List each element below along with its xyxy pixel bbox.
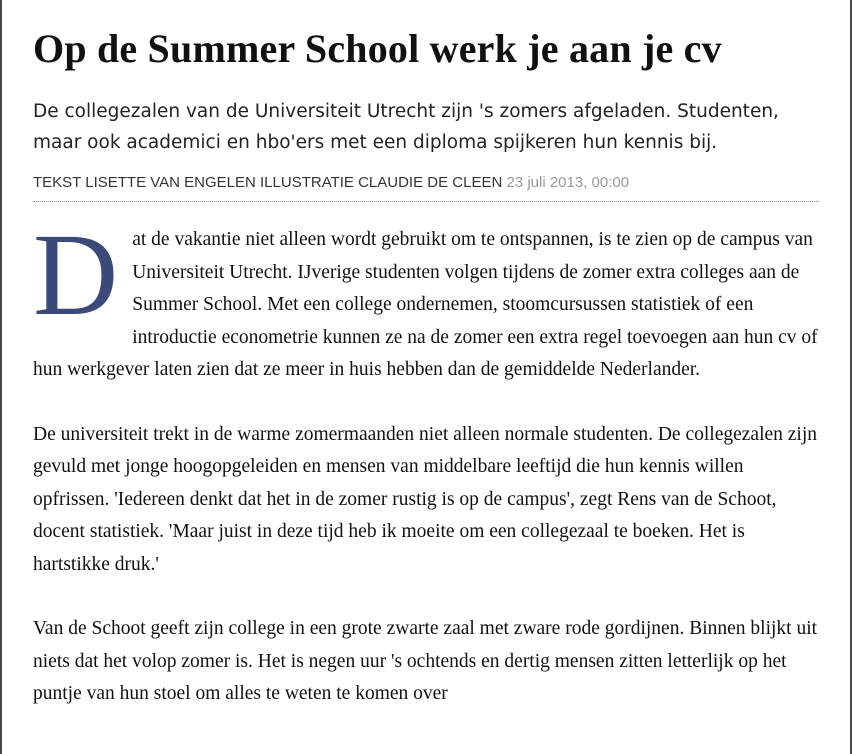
drop-cap: D <box>33 209 119 340</box>
paragraph-2: De universiteit trekt in de warme zomermaanden niet alleen normale studenten. De collegezalen zijn gevuld met jonge hoogopgeleiden en mensen van middelbare leeftijd die hun kennis willen opfrissen. 'Iedereen denkt dat het in de zomer rustig is op de campus', zegt Rens van de Schoot, docent statistiek. 'Maar juist in deze tijd heb ik moeite om een collegezaal te boeken. Het is hartstikke druk.' <box>33 423 818 575</box>
paragraph-1 <box>33 209 823 387</box>
paragraph-1-text: at de vakantie niet alleen wordt gebruikt om te ontspannen, is te zien op de campus van Universiteit Utrecht. IJverige studenten volgen tijdens de zomer extra colleges aan de Summer School. Met een college ondernemen, stoomcursussen statistiek of een introductie econometrie kunnen ze na de zomer een extra regel toevoegen aan hun cv of hun werkgever laten zien dat ze meer in huis hebben dan de gemiddelde Nederlander. <box>33 229 818 380</box>
left-border <box>0 0 2 754</box>
article <box>33 0 823 743</box>
paragraph-3: Van de Schoot geeft zijn college in een grote zwarte zaal met zware rode gordijnen. Binnen blijkt uit niets dat het volop zomer is. Het is negen uur 's ochtends en dertig mensen zitten letterlijk op het puntje van hun stoel om alles te weten te komen over <box>33 618 818 704</box>
byline-divider <box>33 201 819 202</box>
byline-credits: TEKST LISETTE VAN ENGELEN ILLUSTRATIE CLAUDIE DE CLEEN <box>33 174 503 191</box>
article-headline: Op de Summer School werk je aan je cv <box>33 26 722 71</box>
article-body <box>33 209 823 711</box>
article-byline <box>33 172 823 194</box>
byline-date: 23 juli 2013, 00:00 <box>506 174 630 191</box>
article-lead: De collegezalen van de Universiteit Utrecht zijn 's zomers afgeladen. Studenten, maar ook academici en hbo'ers met een diploma spijkeren hun kennis bij. <box>33 101 779 153</box>
